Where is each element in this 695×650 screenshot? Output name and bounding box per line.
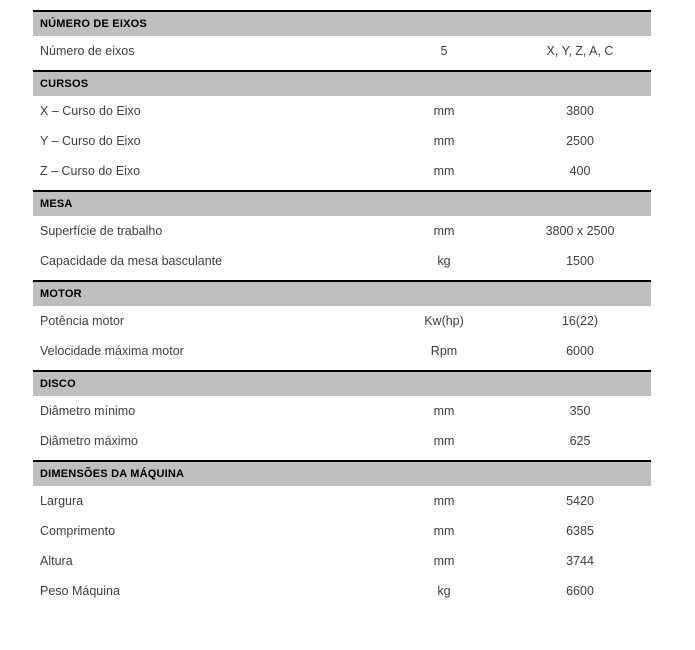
row-unit: mm (433, 554, 455, 568)
section-header (33, 70, 651, 96)
row-label: Capacidade da mesa basculante (40, 254, 223, 268)
table-row (33, 576, 651, 606)
section-header (33, 190, 651, 216)
row-label: Y – Curso do Eixo (40, 134, 141, 148)
row-unit: mm (433, 224, 455, 238)
section-title: DISCO (40, 378, 76, 390)
section-title: MESA (40, 198, 73, 210)
row-value: 3800 (566, 104, 594, 118)
table-row (33, 426, 651, 456)
spec-section (33, 280, 651, 366)
row-value: 2500 (566, 134, 594, 148)
row-label: X – Curso do Eixo (40, 104, 141, 118)
section-rows (33, 96, 651, 186)
spec-section (33, 10, 651, 66)
section-rows (33, 216, 651, 276)
section-title: NÚMERO DE EIXOS (40, 18, 147, 30)
section-title: DIMENSÕES DA MÁQUINA (40, 468, 185, 480)
row-unit: 5 (440, 44, 448, 58)
row-label: Diâmetro máximo (40, 434, 138, 448)
section-rows (33, 486, 651, 606)
row-label: Largura (40, 494, 84, 508)
table-row (33, 216, 651, 246)
row-label: Peso Máquina (40, 584, 120, 598)
table-row (33, 126, 651, 156)
table-row (33, 546, 651, 576)
section-header (33, 280, 651, 306)
row-value: 400 (569, 164, 591, 178)
section-rows (33, 396, 651, 456)
section-rows (33, 306, 651, 366)
table-row (33, 36, 651, 66)
row-unit: mm (433, 494, 455, 508)
table-row (33, 306, 651, 336)
row-unit: Kw(hp) (424, 314, 464, 328)
spec-section (33, 370, 651, 456)
row-value: 3744 (566, 554, 594, 568)
row-unit: Rpm (430, 344, 458, 358)
section-header (33, 10, 651, 36)
row-label: Potência motor (40, 314, 125, 328)
row-value: 5420 (566, 494, 594, 508)
section-rows (33, 36, 651, 66)
row-unit: mm (433, 524, 455, 538)
spec-section (33, 190, 651, 276)
spec-table (33, 6, 651, 606)
section-title: MOTOR (40, 288, 82, 300)
row-label: Velocidade máxima motor (40, 344, 184, 358)
row-value: 1500 (566, 254, 594, 268)
row-unit: mm (433, 104, 455, 118)
row-value: 6385 (566, 524, 594, 538)
row-label: Superfície de trabalho (40, 224, 163, 238)
row-value: 3800 x 2500 (545, 224, 615, 238)
row-value: 6000 (566, 344, 594, 358)
table-row (33, 96, 651, 126)
spec-section (33, 460, 651, 606)
section-header (33, 460, 651, 486)
row-label: Altura (40, 554, 73, 568)
row-value: 625 (569, 434, 591, 448)
row-value: X, Y, Z, A, C (546, 44, 614, 58)
row-unit: kg (437, 584, 451, 598)
row-value: 16(22) (561, 314, 599, 328)
row-label: Diâmetro mínimo (40, 404, 136, 418)
row-unit: kg (437, 254, 451, 268)
table-row (33, 486, 651, 516)
row-label: Z – Curso do Eixo (40, 164, 141, 178)
table-row (33, 336, 651, 366)
row-value: 350 (569, 404, 591, 418)
table-row (33, 516, 651, 546)
table-row (33, 396, 651, 426)
section-header (33, 370, 651, 396)
row-unit: mm (433, 434, 455, 448)
table-row (33, 246, 651, 276)
section-title: CURSOS (40, 78, 89, 90)
row-label: Comprimento (40, 524, 116, 538)
spec-section (33, 70, 651, 186)
row-unit: mm (433, 134, 455, 148)
row-unit: mm (433, 164, 455, 178)
row-unit: mm (433, 404, 455, 418)
table-row (33, 156, 651, 186)
row-label: Número de eixos (40, 44, 135, 58)
row-value: 6600 (566, 584, 594, 598)
